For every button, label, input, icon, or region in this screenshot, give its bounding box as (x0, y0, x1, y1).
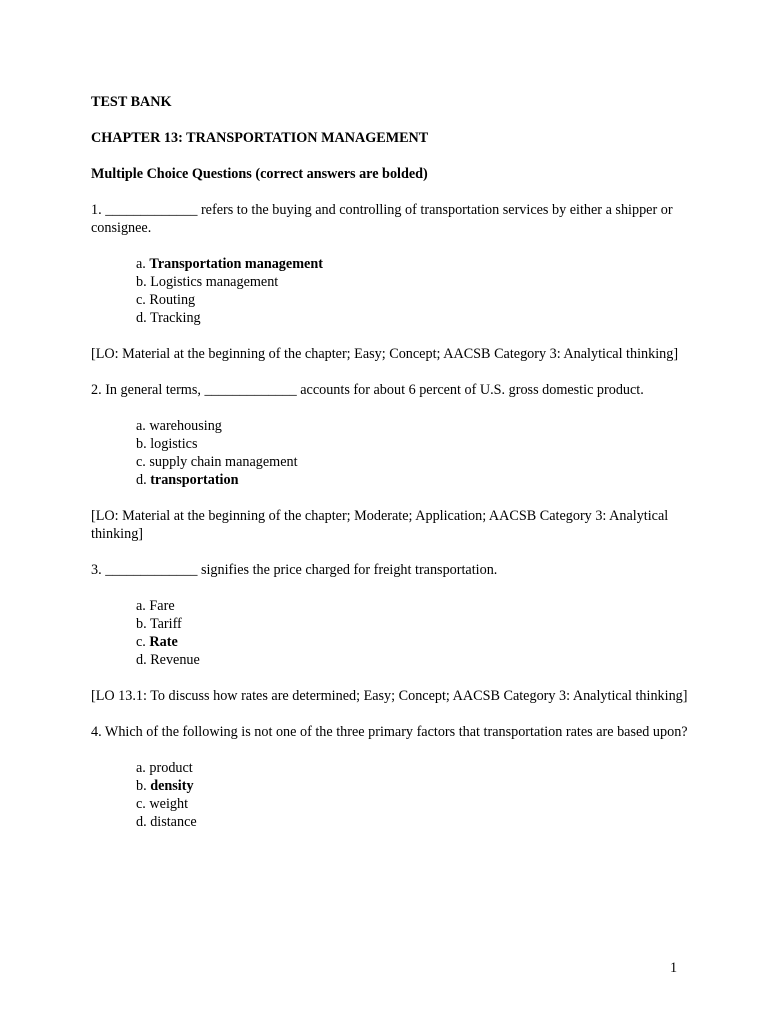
correct-answer-text: density (150, 778, 194, 794)
option-text: Routing (149, 292, 196, 308)
option-text: distance (150, 814, 197, 830)
option-letter: a. (136, 418, 150, 434)
answer-option (136, 633, 691, 651)
answer-option (136, 777, 691, 795)
option-text: Fare (149, 598, 175, 614)
correct-answer-text: Rate (149, 634, 178, 650)
answer-option (136, 435, 691, 453)
option-letter: a. (136, 256, 150, 272)
answer-options (136, 597, 691, 669)
chapter-heading: CHAPTER 13: TRANSPORTATION MANAGEMENT (91, 130, 429, 146)
option-letter: b. (136, 778, 151, 794)
page-number: 1 (670, 960, 678, 976)
option-letter: d. (136, 652, 151, 668)
option-text: Tariff (149, 616, 182, 632)
option-letter: c. (136, 292, 150, 308)
option-text: Revenue (150, 652, 200, 668)
option-text: supply chain management (149, 454, 298, 470)
question-list (91, 201, 691, 831)
question-stem: 4. Which of the following is not one of the three primary factors that transportation rates are based upon? (91, 724, 688, 740)
option-text: warehousing (149, 418, 222, 434)
answer-option (136, 453, 691, 471)
question-stem: 3. _____________ signifies the price charged for freight transportation. (91, 562, 498, 578)
option-text: Tracking (149, 310, 201, 326)
question-stem: 2. In general terms, _____________ accounts for about 6 percent of U.S. gross domestic product. (91, 382, 644, 398)
answer-option (136, 615, 691, 633)
option-text: logistics (150, 436, 198, 452)
answer-option (136, 597, 691, 615)
correct-answer-text: Transportation management (149, 256, 323, 272)
option-letter: b. (136, 616, 150, 632)
answer-option (136, 759, 691, 777)
answer-option (136, 651, 691, 669)
document-content (91, 93, 691, 849)
option-letter: a. (136, 598, 150, 614)
answer-option (136, 471, 691, 489)
learning-objective: [LO 13.1: To discuss how rates are determined; Easy; Concept; AACSB Category 3: Analytical thinking] (91, 688, 688, 704)
answer-option (136, 309, 691, 327)
option-text: weight (149, 796, 189, 812)
option-letter: d. (136, 814, 151, 830)
correct-answer-text: transportation (150, 472, 239, 488)
answer-option (136, 795, 691, 813)
option-letter: c. (136, 634, 150, 650)
learning-objective: [LO: Material at the beginning of the chapter; Easy; Concept; AACSB Category 3: Analytical thinking] (91, 346, 679, 362)
option-letter: d. (136, 310, 150, 326)
answer-option (136, 255, 691, 273)
answer-option (136, 417, 691, 435)
answer-option (136, 813, 691, 831)
option-letter: b. (136, 436, 151, 452)
answer-option (136, 273, 691, 291)
option-text: product (149, 760, 193, 776)
option-letter: d. (136, 472, 151, 488)
option-letter: c. (136, 796, 150, 812)
learning-objective: [LO: Material at the beginning of the chapter; Moderate; Application; AACSB Category 3: Analytical thinking] (91, 508, 669, 542)
answer-options (136, 759, 691, 831)
option-letter: c. (136, 454, 150, 470)
option-letter: a. (136, 760, 150, 776)
question-stem: 1. _____________ refers to the buying and controlling of transportation services by either a shipper or consignee. (91, 202, 673, 236)
section-heading: Multiple Choice Questions (correct answers are bolded) (91, 166, 428, 182)
answer-options (136, 417, 691, 489)
answer-option (136, 291, 691, 309)
doc-title: TEST BANK (91, 94, 172, 110)
option-text: Logistics management (150, 274, 279, 290)
option-letter: b. (136, 274, 151, 290)
answer-options (136, 255, 691, 327)
